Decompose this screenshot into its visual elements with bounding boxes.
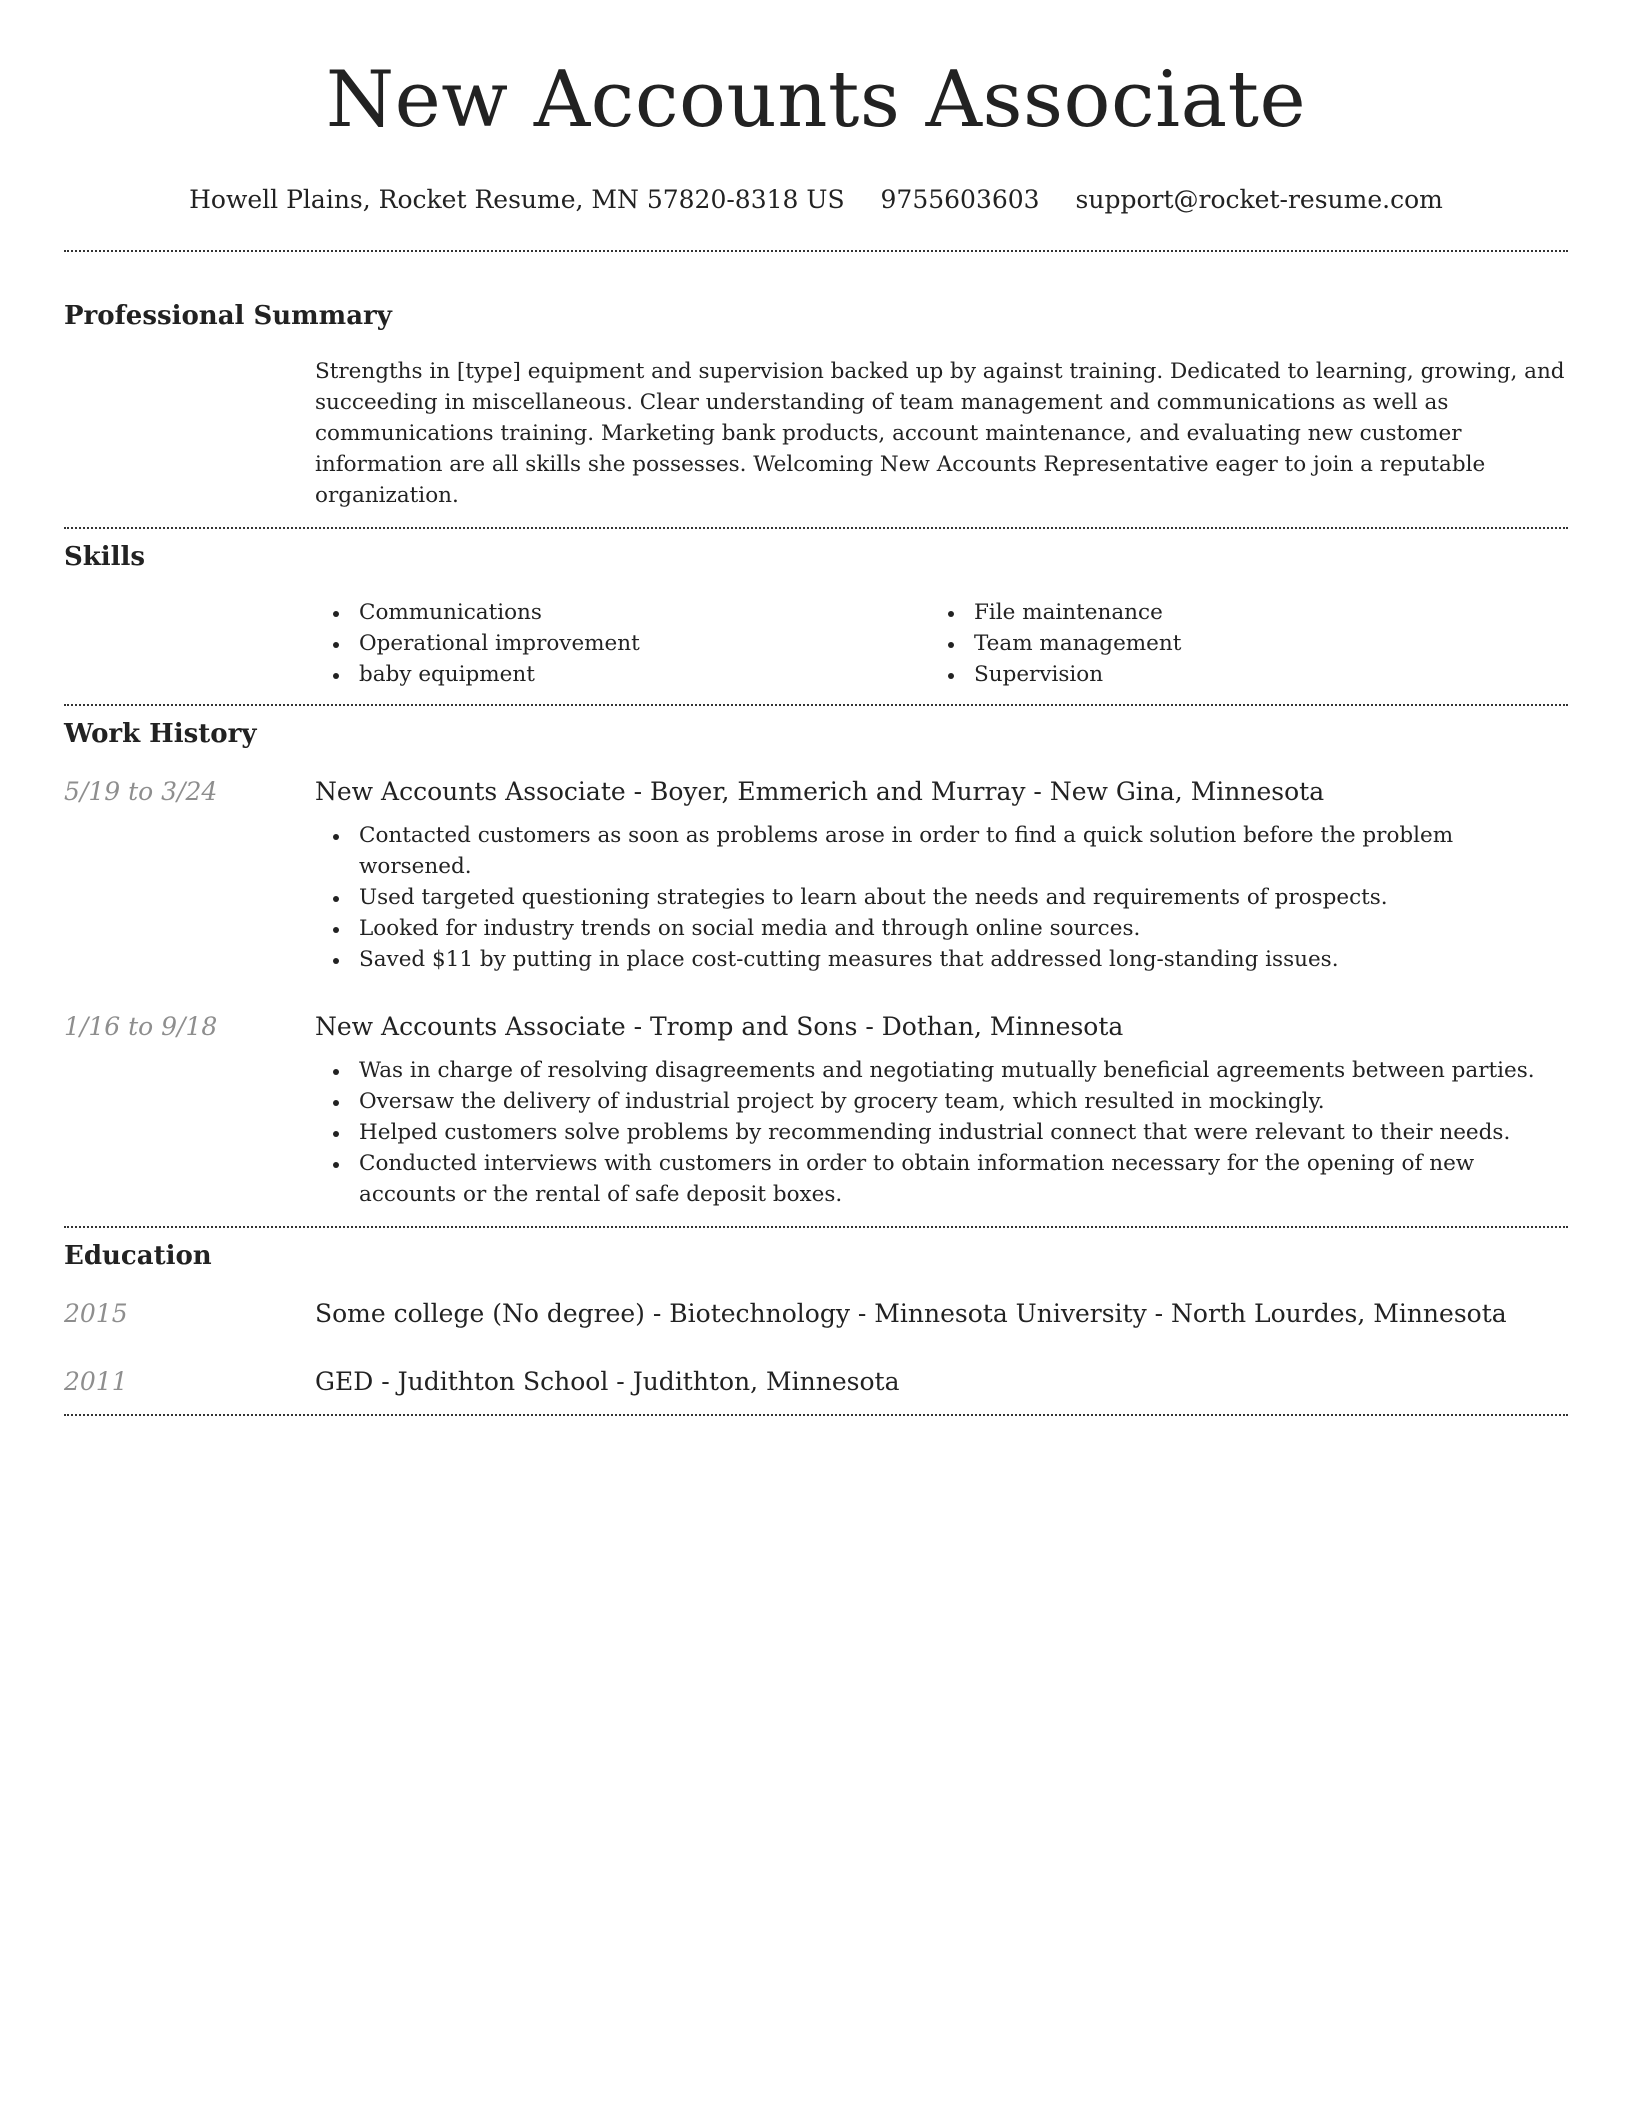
candidate-name: New Accounts Associate (325, 55, 1307, 145)
education-year: 2011 (64, 1367, 128, 1396)
job-heading: New Accounts Associate - Tromp and Sons - Dothan, Minnesota (315, 1012, 1124, 1041)
section-title-summary: Professional Summary (64, 301, 392, 331)
education-year: 2015 (64, 1299, 128, 1328)
education-details: GED - Judithton School - Judithton, Minnesota (315, 1367, 900, 1396)
job-dates: 5/19 to 3/24 (64, 777, 218, 806)
skill-item: Communications (315, 597, 930, 628)
job-bullet: Saved $11 by putting in place cost-cutting measures that addressed long-standing issues. (315, 944, 1568, 975)
section-title-work: Work History (64, 719, 257, 749)
job-dates: 1/16 to 9/18 (64, 1012, 218, 1041)
skills-list-right (930, 597, 1490, 690)
job-bullet: Conducted interviews with customers in order to obtain information necessary for the opening of new accounts or the rental of safe deposit boxes. (315, 1148, 1568, 1210)
education-section (64, 1228, 1568, 1414)
job-entry (64, 776, 1568, 975)
skills-section (64, 529, 1568, 704)
job-bullet: Looked for industry trends on social media and through online sources. (315, 913, 1568, 944)
resume-header (64, 0, 1568, 216)
contact-line (64, 184, 1568, 216)
job-bullet: Contacted customers as soon as problems arose in order to find a quick solution before the problem worsened. (315, 820, 1568, 882)
skills-grid (315, 597, 1568, 690)
job-bullets (315, 1055, 1568, 1210)
education-entry (64, 1366, 1568, 1398)
professional-summary-section (64, 252, 1568, 527)
education-details: Some college (No degree) - Biotechnology - Minnesota University - North Lourdes, Minnesota (315, 1299, 1507, 1328)
job-bullets (315, 820, 1568, 975)
job-heading: New Accounts Associate - Boyer, Emmerich and Murray - New Gina, Minnesota (315, 777, 1325, 806)
skills-list-left (315, 597, 930, 690)
skill-item: Supervision (930, 659, 1490, 690)
summary-text: Strengths in [type] equipment and supervision backed up by against training. Dedicated to learning, growing, and succeeding in miscellaneous. Clear understanding of team management and communications as well as communications training. Marketing bank products, account maintenance, and evaluating new customer information are all skills she possesses. Welcoming New Accounts Representative eager to join a reputable organization. (315, 359, 1565, 508)
job-bullet: Was in charge of resolving disagreements and negotiating mutually beneficial agreements between parties. (315, 1055, 1568, 1086)
job-entry (64, 1011, 1568, 1210)
contact-address: Howell Plains, Rocket Resume, MN 57820-8318 US (189, 185, 845, 214)
section-title-skills: Skills (64, 542, 146, 572)
job-bullet: Used targeted questioning strategies to learn about the needs and requirements of prospects. (315, 882, 1568, 913)
section-title-education: Education (64, 1241, 212, 1271)
contact-phone: 9755603603 (880, 185, 1040, 214)
section-divider (64, 1414, 1568, 1416)
skill-item: Operational improvement (315, 628, 930, 659)
education-entry (64, 1298, 1568, 1330)
contact-email: support@rocket-resume.com (1075, 185, 1443, 214)
skill-item: File maintenance (930, 597, 1490, 628)
job-bullet: Helped customers solve problems by recommending industrial connect that were relevant to their needs. (315, 1117, 1568, 1148)
skill-item: Team management (930, 628, 1490, 659)
skill-item: baby equipment (315, 659, 930, 690)
work-history-section (64, 706, 1568, 1226)
job-bullet: Oversaw the delivery of industrial project by grocery team, which resulted in mockingly. (315, 1086, 1568, 1117)
